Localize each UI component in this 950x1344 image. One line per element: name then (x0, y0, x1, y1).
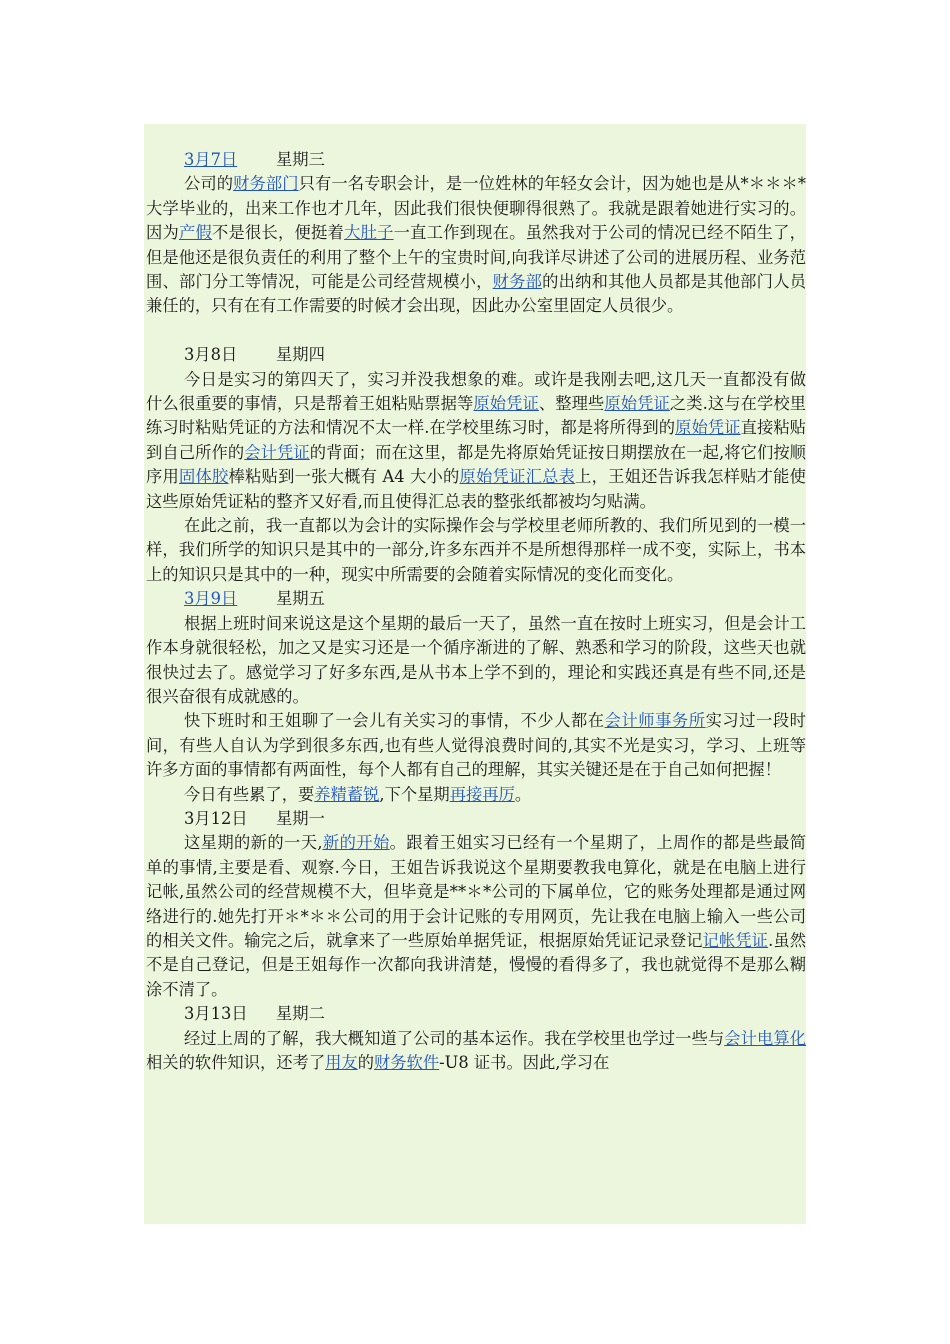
entry-heading (146, 343, 806, 367)
text-run: .虽然不是自己登记，但是王姐每作一次都向我讲清楚，慢慢的看得多了，我也就觉得不是那么糊涂不清了。 (146, 930, 806, 999)
text-run: 之类.这与在学校里练习时粘贴凭证的方法和情况不太一样.在学校里练习时，都是将所得到的 (146, 394, 806, 438)
entry-paragraph (146, 709, 806, 782)
diary-entry (146, 807, 806, 1002)
entry-weekday: 星期五 (276, 589, 325, 609)
entry-paragraph (146, 514, 806, 587)
text-run: 直接粘贴到自己所作的 (146, 418, 806, 462)
entry-paragraph (146, 831, 806, 1002)
text-run: 根据上班时间来说这是这个星期的最后一天了，虽然一直在按时上班实习，但是会计工作本身就很轻松，加之又是实习还是一个循序渐进的了解、熟悉和学习的阶段，这些天也就很快过去了。感觉学习了好多东西,是从书本上学不到的，理论和实践还真是有些不同,还是很兴奋很有成就感的。 (146, 613, 806, 706)
entry-paragraph (146, 172, 806, 318)
text-run: ,下个星期 (379, 784, 450, 804)
text-run: 经过上周的了解，我大概知道了公司的基本运作。我在学校里也学过一些与 (184, 1028, 725, 1048)
document-page (144, 124, 806, 1224)
inline-link[interactable]: 原始凭证 (675, 418, 741, 438)
text-run: 棒粘贴到一张大概有 A4 大小的 (228, 467, 460, 487)
text-run: 这星期的新的一天, (184, 833, 323, 853)
text-run: 不是很长，便挺着 (212, 223, 345, 243)
text-run: 今日有些累了，要 (184, 784, 315, 804)
text-run: 。跟着王姐实习已经有一个星期了，上周作的都是些最简单的事情,主要是看、观察.今日，王姐告诉我说这个星期要教我电算化，就是在电脑上进行记帐,虽然公司的经营规模不大，但毕竟是**＊*公司的下属单位，它的账务处理都是通过网络进行的.她先打开＊*＊＊公司的用于会计记账的专用网页，先让我在电脑上输入一些公司的相关文件。输完之后，就拿来了一些原始单据凭证，根据原始凭证记录登记 (146, 833, 806, 950)
entry-date: 3月12日 (184, 808, 248, 828)
inline-link[interactable]: 新的开始 (322, 833, 390, 853)
entry-paragraph (146, 783, 806, 807)
entry-spacer (146, 319, 806, 343)
entry-date-link[interactable]: 3月7日 (184, 150, 238, 169)
text-run: 的出纳和其他人员都是其他部门人员兼任的，只有在有工作需要的时候才会出现，因此办公室里固定人员很少。 (146, 272, 806, 316)
diary-entry (146, 319, 806, 587)
diary-content (146, 148, 806, 1075)
text-run: 快下班时和王姐聊了一会儿有关实习的事情，不少人都在 (184, 711, 605, 731)
entry-weekday: 星期二 (276, 1004, 325, 1024)
entry-heading (146, 587, 806, 611)
entry-paragraph (146, 368, 806, 514)
inline-link[interactable]: 财务软件 (373, 1053, 440, 1073)
inline-link[interactable]: 会计凭证 (244, 442, 310, 462)
inline-link[interactable]: 养精蓄锐 (314, 784, 380, 804)
inline-link[interactable]: 会计师事务所 (604, 711, 706, 731)
inline-link[interactable]: 产假 (179, 223, 213, 243)
text-run: 今日是实习的第四天了，实习并没我想象的难。或许是我刚去吧,这几天一直都没有做什么很重要的事情，只是帮着王姐粘贴票据等 (146, 369, 806, 414)
text-run: 。 (514, 784, 532, 804)
entry-paragraph (146, 612, 806, 710)
inline-link[interactable]: 固体胶 (179, 467, 229, 487)
inline-link[interactable]: 财务部 (492, 272, 543, 292)
entry-date: 3月8日 (184, 345, 238, 365)
entry-heading (146, 1002, 806, 1026)
diary-entry (146, 587, 806, 807)
entry-date-link[interactable]: 3月9日 (184, 589, 238, 609)
text-run: 只有一名专职会计，是一位姓林的年轻女会计，因为她也是从*＊＊＊*大学毕业的，出来工作也才几年，因此我们很快便聊得很熟了。我就是跟着她进行实习的。因为 (146, 174, 806, 243)
text-run: 相关的软件知识，还考了 (146, 1053, 326, 1073)
text-run: 上，王姐还告诉我怎样贴才能使这些原始凭证粘的整齐又好看,而且使得汇总表的整张纸都被均匀贴满。 (146, 467, 806, 511)
text-run: 的 (357, 1053, 374, 1073)
inline-link[interactable]: 大肚子 (344, 223, 394, 243)
inline-link[interactable]: 原始凭证汇总表 (459, 467, 576, 487)
text-run: 、整理些 (538, 394, 605, 414)
entry-weekday: 星期一 (276, 808, 325, 828)
text-run: -U8 证书。因此,学习在 (439, 1053, 610, 1073)
entry-heading (146, 148, 806, 172)
entry-weekday: 星期三 (276, 150, 325, 169)
text-run: 实习过一段时间，有些人自认为学到很多东西,也有些人觉得浪费时间的,其实不光是实习，学习、上班等许多方面的事情都有两面性，每个人都有自己的理解，其实关键还是在于自己如何把握！ (146, 711, 806, 780)
inline-link[interactable]: 记帐凭证 (702, 930, 769, 950)
inline-link[interactable]: 原始凭证 (473, 394, 539, 414)
diary-entry (146, 148, 806, 319)
entry-paragraph (146, 1027, 806, 1076)
entry-heading (146, 807, 806, 831)
diary-entry (146, 1002, 806, 1075)
inline-link[interactable]: 再接再厉 (449, 784, 515, 804)
inline-link[interactable]: 用友 (325, 1053, 358, 1073)
inline-link[interactable]: 会计电算化 (724, 1028, 806, 1048)
text-run: 公司的 (184, 174, 234, 194)
inline-link[interactable]: 原始凭证 (604, 394, 670, 414)
text-run: 的背面；而在这里，都是先将原始凭证按日期摆放在一起,将它们按顺序用 (146, 442, 806, 487)
inline-link[interactable]: 财务部门 (233, 174, 299, 194)
entry-weekday: 星期四 (276, 345, 325, 365)
entry-date: 3月13日 (184, 1004, 248, 1024)
text-run: 一直工作到现在。虽然我对于公司的情况已经不陌生了，但是他还是很负责任的利用了整个上午的宝贵时间,向我详尽讲述了公司的进展历程、业务范围、部门分工等情况，可能是公司经营规模小， (146, 223, 806, 292)
text-run: 在此之前，我一直都以为会计的实际操作会与学校里老师所教的、我们所见到的一模一样，我们所学的知识只是其中的一部分,许多东西并不是所想得那样一成不变，实际上，书本上的知识只是其中的一种，现实中所需要的会随着实际情况的变化而变化。 (146, 516, 806, 584)
